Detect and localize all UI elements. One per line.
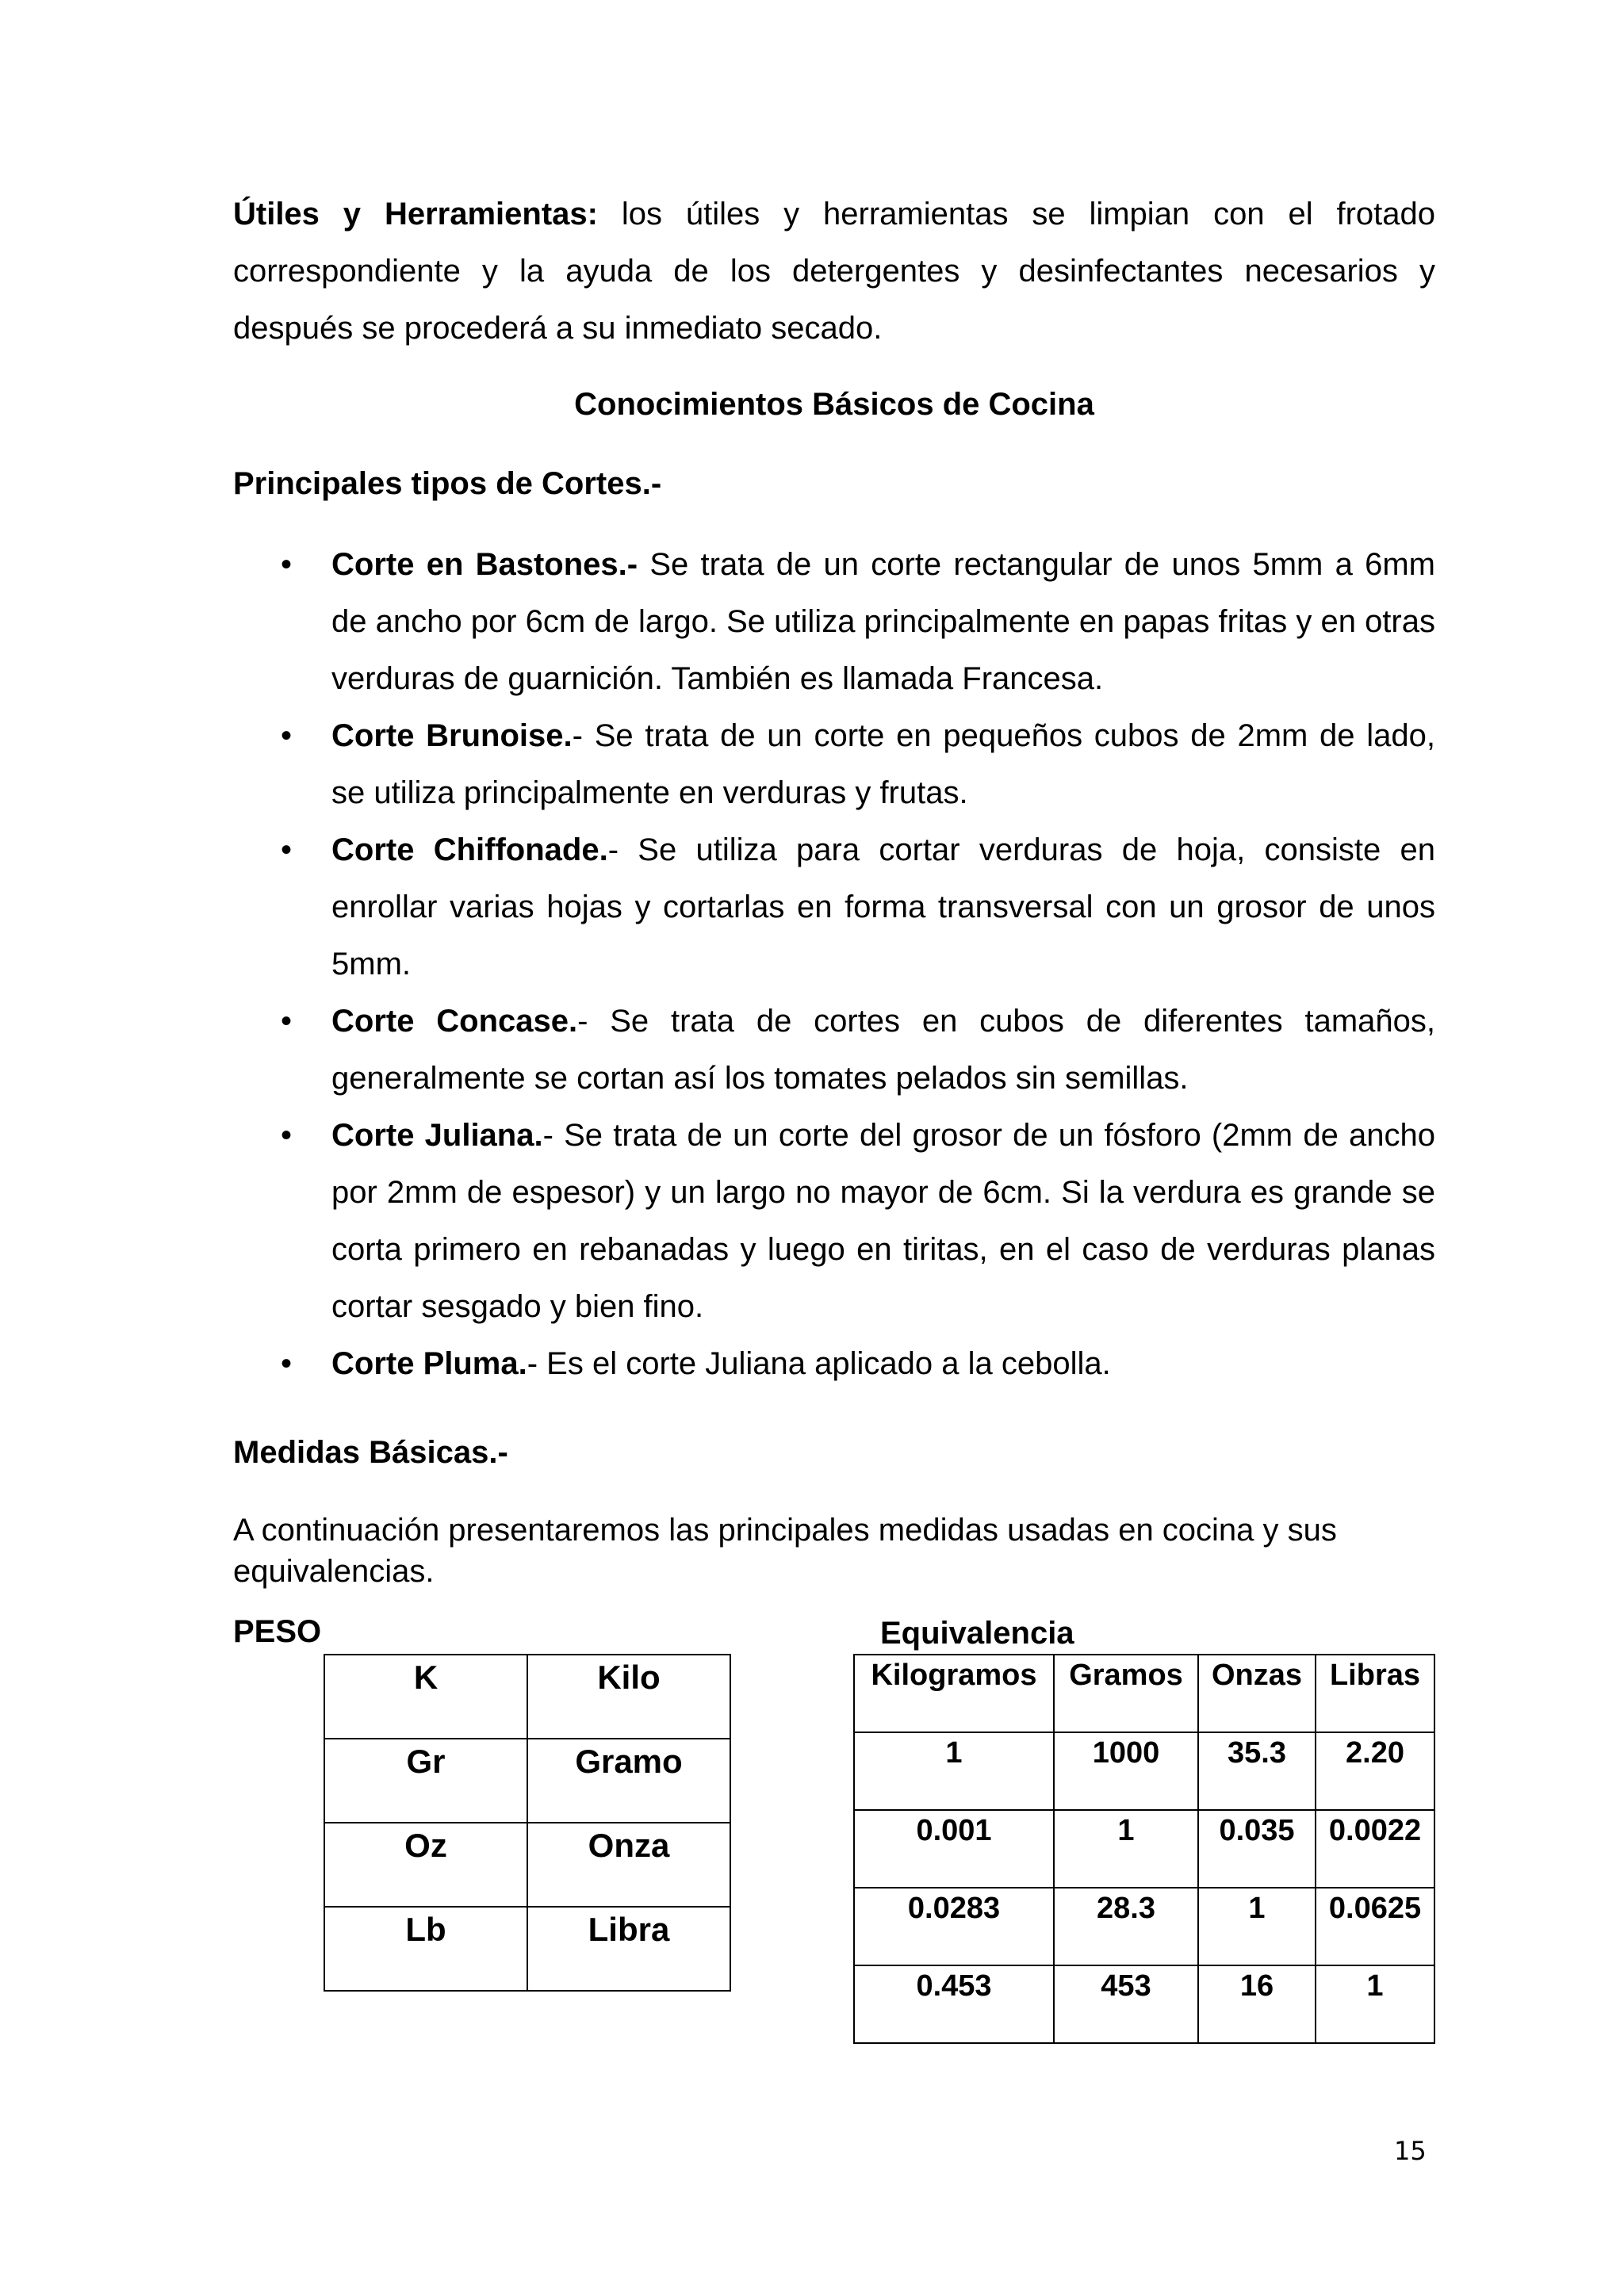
list-item [233, 993, 1435, 1107]
column-header: Gramos [1054, 1655, 1198, 1732]
cut-name: Corte Concase. [331, 1004, 578, 1039]
list-item [233, 536, 1435, 707]
table-cell: 35.3 [1198, 1732, 1316, 1810]
equivalence-table [853, 1654, 1435, 2044]
cut-description: Se trata de un corte rectangular de unos 5mm a 6mm de ancho por 6cm de largo. Se utiliza principalmente en papas fritas y en otras verduras de guarnición. También es llamada Francesa. [331, 547, 1435, 696]
bullet-icon: • [281, 718, 293, 753]
table-cell: 0.001 [854, 1810, 1054, 1888]
table-cell: Oz [324, 1823, 527, 1907]
table-row [854, 1965, 1434, 2043]
table-cell: Gr [324, 1739, 527, 1823]
bullet-icon: • [281, 547, 293, 582]
column-header: Kilogramos [854, 1655, 1054, 1732]
bullet-icon: • [281, 1004, 293, 1039]
cut-name: Corte Pluma. [331, 1346, 527, 1381]
list-item [233, 821, 1435, 993]
section-title: Conocimientos Básicos de Cocina [574, 387, 1094, 422]
table-cell: Lb [324, 1907, 527, 1991]
column-header: Libras [1316, 1655, 1434, 1732]
cut-description: - Es el corte Juliana aplicado a la cebolla. [527, 1346, 1111, 1381]
table-cell: 1 [1054, 1810, 1198, 1888]
list-item [233, 1107, 1435, 1335]
table-cell: Libra [527, 1907, 730, 1991]
table-row [324, 1739, 730, 1823]
list-item [233, 1335, 1435, 1392]
table-cell: 0.0283 [854, 1888, 1054, 1965]
table-cell: 0.035 [1198, 1810, 1316, 1888]
table-cell: 1000 [1054, 1732, 1198, 1810]
table-cell: 453 [1054, 1965, 1198, 2043]
table-header-row [854, 1655, 1434, 1732]
table-cell: Gramo [527, 1739, 730, 1823]
cut-name: Corte Chiffonade. [331, 832, 608, 867]
intro-text: los útiles y herramientas se limpian con el frotado correspondiente y la ayuda de los detergentes y desinfectantes necesarios y después se procederá a su inmediato secado. [233, 197, 1435, 346]
table-row [324, 1907, 730, 1991]
table-cell: Onza [527, 1823, 730, 1907]
cut-name: Corte Brunoise. [331, 718, 573, 753]
peso-table [324, 1654, 731, 1992]
cut-name: Corte Juliana. [331, 1118, 543, 1153]
table-cell: 0.453 [854, 1965, 1054, 2043]
table-row [324, 1823, 730, 1907]
table-cell: 1 [1198, 1888, 1316, 1965]
page-number: 15 [1394, 2136, 1427, 2166]
table-cell: 1 [854, 1732, 1054, 1810]
cuts-heading: Principales tipos de Cortes.- [233, 466, 662, 501]
column-header: Onzas [1198, 1655, 1316, 1732]
bullet-icon: • [281, 1118, 293, 1153]
bullet-icon: • [281, 832, 293, 867]
table-row [854, 1732, 1434, 1810]
cut-name: Corte en Bastones.- [331, 547, 638, 582]
table-cell: 28.3 [1054, 1888, 1198, 1965]
cut-description: - Se trata de un corte del grosor de un fósforo (2mm de ancho por 2mm de espesor) y un largo no mayor de 6cm. Si la verdura es grande se corta primero en rebanadas y luego en tiritas, en el caso de verduras planas cortar sesgado y bien fino. [331, 1118, 1435, 1324]
intro-label: Útiles y Herramientas: [233, 197, 598, 232]
peso-label: PESO [233, 1614, 322, 1649]
table-row [854, 1810, 1434, 1888]
table-cell: 1 [1316, 1965, 1434, 2043]
cuts-list [233, 536, 1435, 1392]
table-row [324, 1655, 730, 1739]
table-cell: 0.0022 [1316, 1810, 1434, 1888]
cut-description: - Se trata de un corte en pequeños cubos de 2mm de lado, se utiliza principalmente en verduras y frutas. [331, 718, 1435, 810]
table-cell: 2.20 [1316, 1732, 1434, 1810]
equivalencia-label: Equivalencia [880, 1616, 1074, 1651]
table-cell: 16 [1198, 1965, 1316, 2043]
measures-heading: Medidas Básicas.- [233, 1435, 508, 1470]
table-cell: K [324, 1655, 527, 1739]
table-row [854, 1888, 1434, 1965]
cut-description: - Se utiliza para cortar verduras de hoja, consiste en enrollar varias hojas y cortarlas en forma transversal con un grosor de unos 5mm. [331, 832, 1436, 982]
measures-intro: A continuación presentaremos las principales medidas usadas en cocina y sus equivalencias. [233, 1513, 1337, 1589]
table-cell: Kilo [527, 1655, 730, 1739]
cut-description: - Se trata de cortes en cubos de diferentes tamaños, generalmente se cortan así los tomates pelados sin semillas. [331, 1004, 1436, 1096]
intro-paragraph [233, 186, 1435, 357]
table-cell: 0.0625 [1316, 1888, 1434, 1965]
bullet-icon: • [281, 1346, 293, 1381]
list-item [233, 707, 1435, 821]
